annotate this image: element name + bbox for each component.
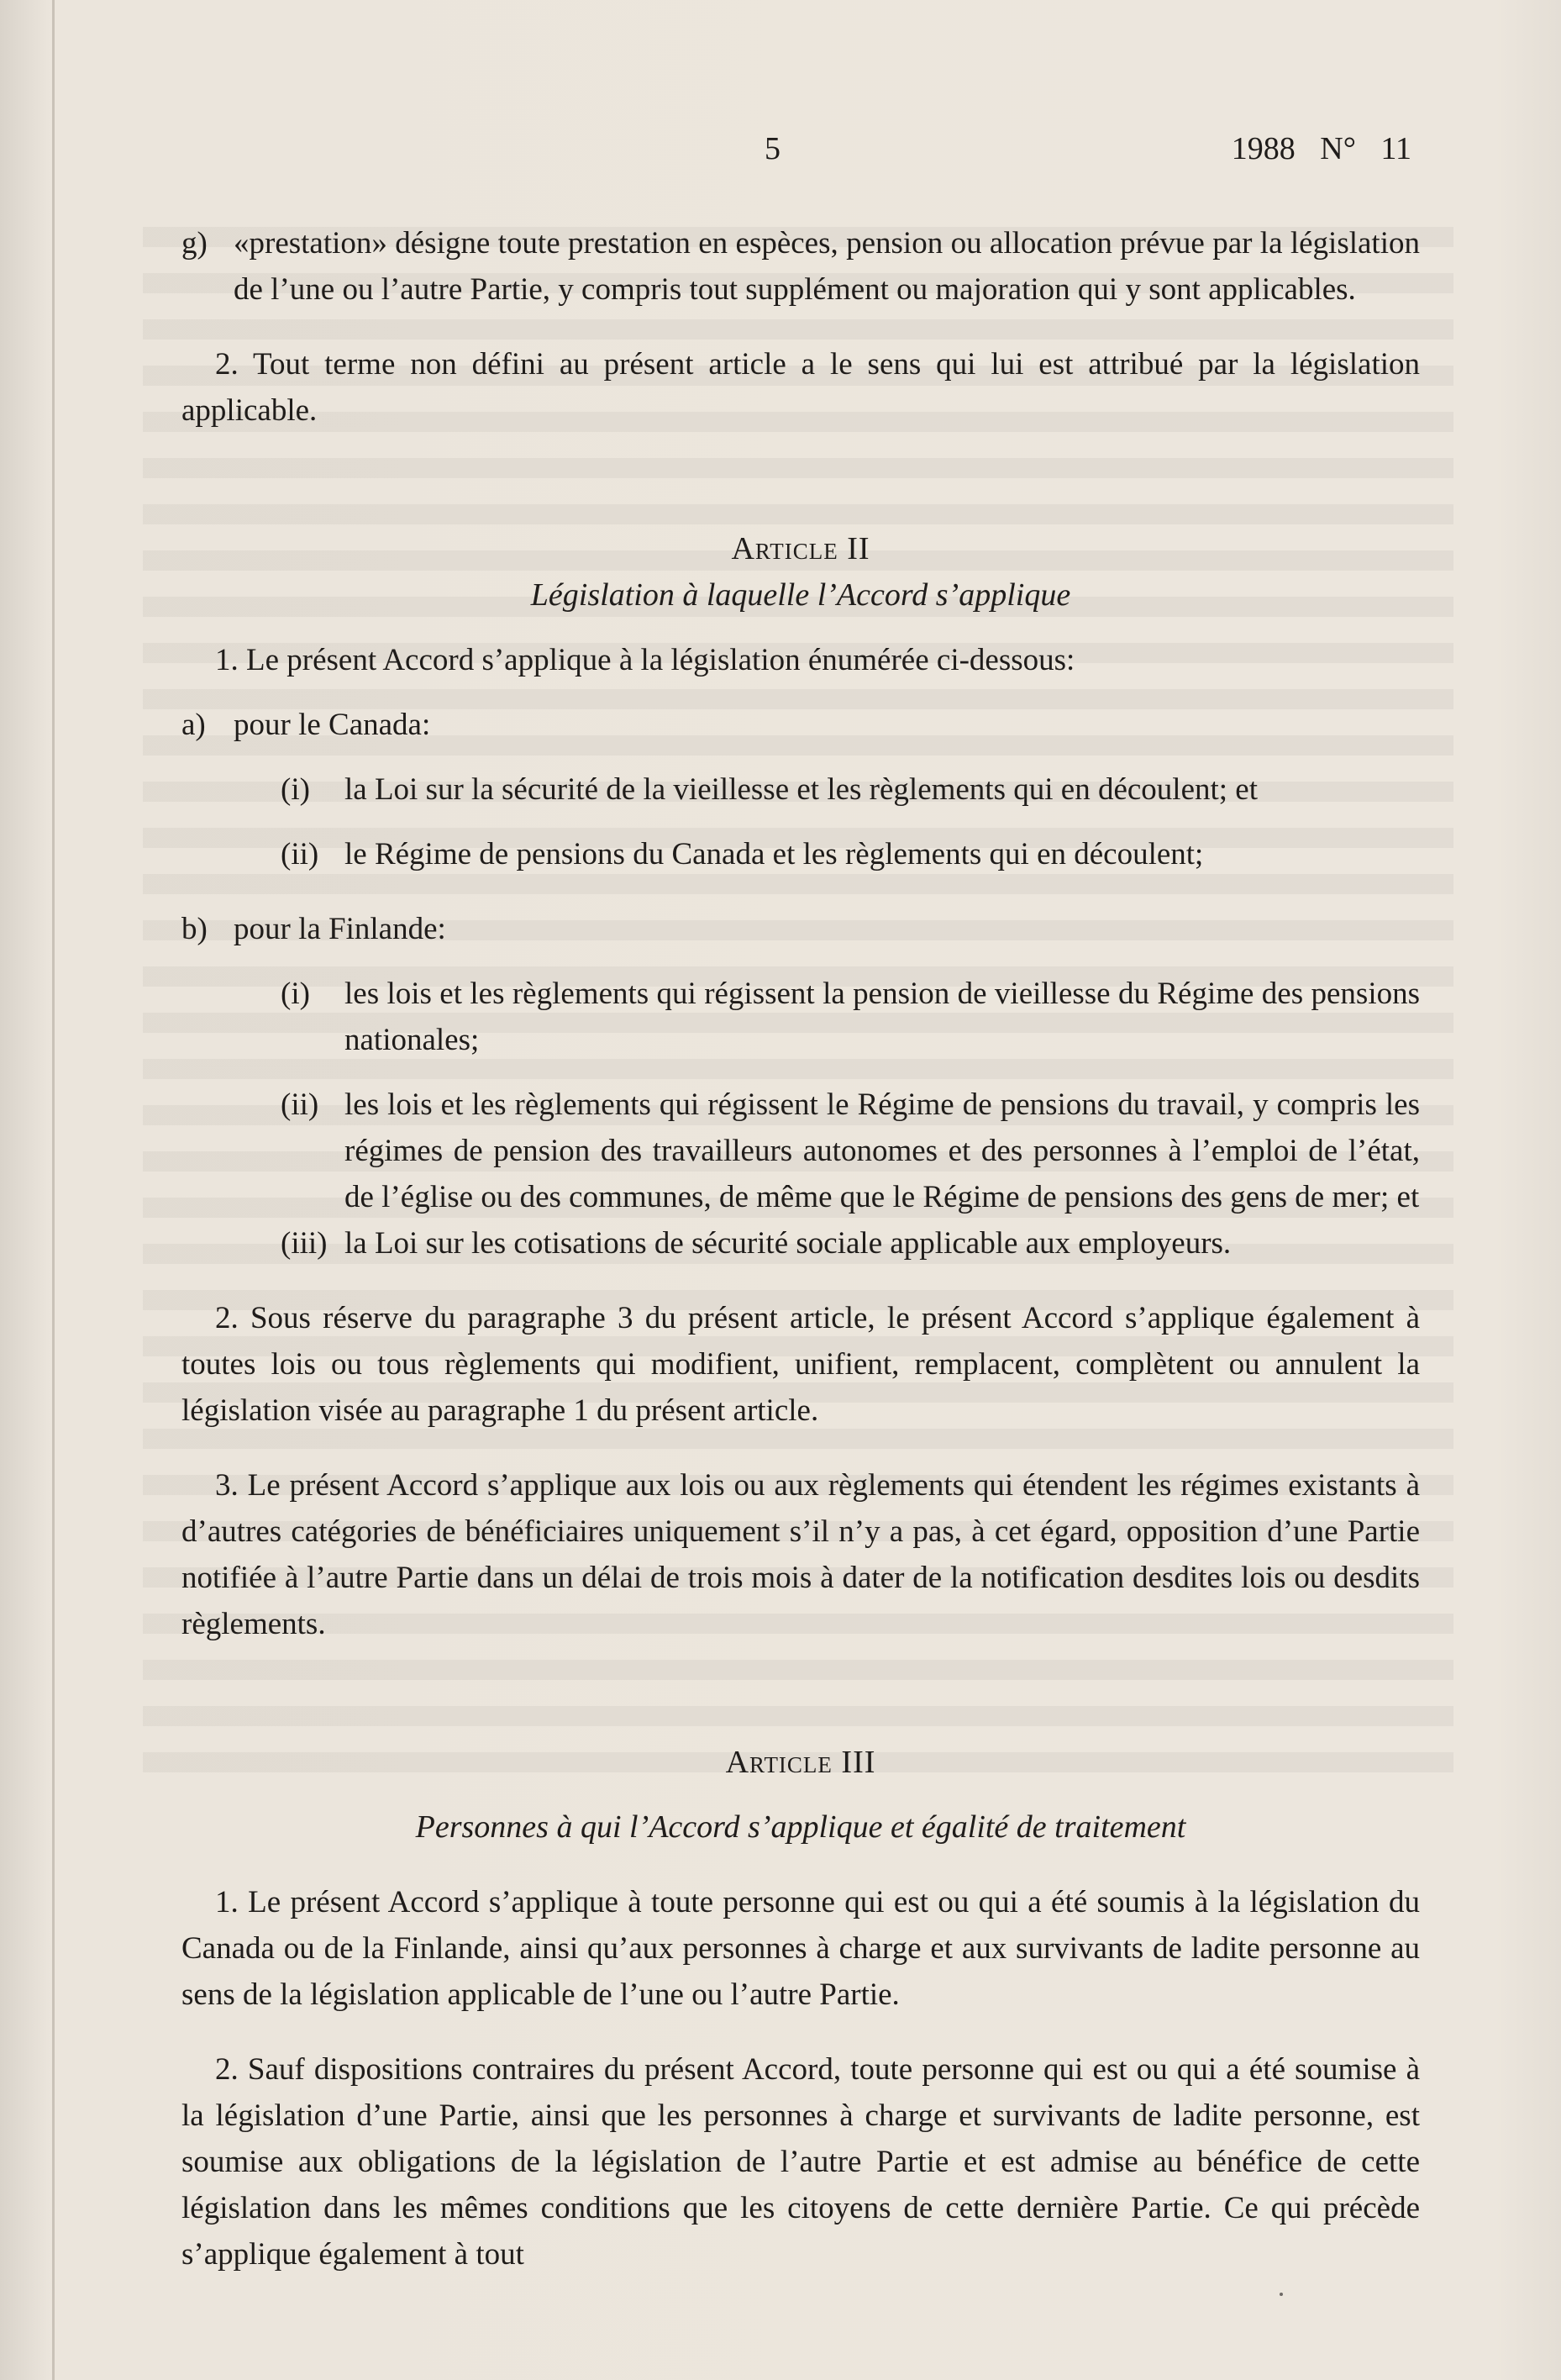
article-2-b-subitem-ii <box>181 1082 1420 1220</box>
article-2-paragraph-2: 2. Sous réserve du paragraphe 3 du présent article, le présent Accord s’applique également à toutes lois ou tous règlements qui modifient, unifient, remplacent, complètent ou annulent la législation visée au paragraphe 1 du présent article. <box>181 1301 1420 1428</box>
article-3-paragraph-1: 1. Le présent Accord s’applique à toute personne qui est ou qui a été soumis à la législation du Canada ou de la Finlande, ainsi qu’aux personnes à charge et aux survivants de ladite personne au sens de la législation applicable de l’une ou l’autre Partie. <box>181 1885 1420 2012</box>
subitem-label: (ii) <box>281 837 319 871</box>
article-2-item-a <box>181 702 1420 748</box>
subitem-label: (i) <box>281 977 310 1011</box>
article-2-a-subitem-ii <box>181 831 1420 877</box>
subitem-label: (ii) <box>281 1087 319 1122</box>
subitem-text: les lois et les règlements qui régissent la pension de vieillesse du Régime des pensions nationales; <box>344 977 1420 1057</box>
article-2-a-subitem-i <box>181 766 1420 813</box>
article-2-b-subitem-iii <box>181 1220 1420 1266</box>
definition-label: g) <box>181 226 208 261</box>
definitions-paragraph-2: 2. Tout terme non défini au présent article a le sens qui lui est attribué par la législation applicable. <box>181 347 1420 428</box>
article-3-title: Personnes à qui l’Accord s’applique et égalité de traitement <box>415 1809 1186 1845</box>
article-3-heading: Article III <box>725 1745 876 1780</box>
subitem-label: (iii) <box>281 1226 328 1261</box>
article-2-heading: Article II <box>731 531 870 566</box>
item-label: a) <box>181 708 206 742</box>
article-2-paragraph-1: 1. Le présent Accord s’applique à la législation énumérée ci-dessous: <box>215 643 1075 677</box>
definition-text: «prestation» désigne toute prestation en espèces, pension ou allocation prévue par la législation de l’une ou l’autre Partie, y compris tout supplément ou majoration qui y sont applicables. <box>234 226 1420 307</box>
subitem-label: (i) <box>281 772 310 807</box>
definition-g <box>181 220 1420 313</box>
article-2-paragraph-3: 3. Le présent Accord s’applique aux lois ou aux règlements qui étendent les régimes existants à d’autres catégories de bénéficiaires uniquement s’il n’y a pas, à cet égard, opposition d’une Partie notifiée à l’autre Partie dans un délai de trois mois à dater de la notification desdites lois ou desdits règlements. <box>181 1468 1420 1641</box>
page-header <box>0 130 1561 172</box>
document-body <box>181 220 1420 2277</box>
item-label: b) <box>181 912 208 946</box>
binding-edge <box>52 0 55 2380</box>
treaty-reference: 1988 N° 11 <box>1231 131 1411 166</box>
page-number: 5 <box>765 131 780 166</box>
paper-speck <box>1280 2293 1283 2296</box>
item-text: pour le Canada: <box>234 708 431 742</box>
article-3-paragraph-2: 2. Sauf dispositions contraires du présent Accord, toute personne qui est ou qui a été soumise à la législation d’une Partie, ainsi que les personnes à charge et survivants de ladite personne, est soumise aux obligations de la législation de l’autre Partie et est admise au bénéfice de cette législation dans les mêmes conditions que les citoyens de cette dernière Partie. Ce qui précède s’applique également à tout <box>181 2052 1420 2272</box>
article-2-item-b <box>181 906 1420 952</box>
article-2-b-subitem-i <box>181 971 1420 1063</box>
article-2-title: Législation à laquelle l’Accord s’applique <box>530 577 1071 613</box>
subitem-text: la Loi sur la sécurité de la vieillesse et les règlements qui en découlent; et <box>344 772 1259 807</box>
subitem-text: les lois et les règlements qui régissent le Régime de pensions du travail, y compris les régimes de pension des travailleurs autonomes et des personnes à l’emploi de l’état, de l’église ou des communes, de même que le Régime de pensions des gens de mer; et <box>344 1087 1420 1214</box>
item-text: pour la Finlande: <box>234 912 446 946</box>
subitem-text: la Loi sur les cotisations de sécurité sociale applicable aux employeurs. <box>344 1226 1232 1261</box>
subitem-text: le Régime de pensions du Canada et les règlements qui en découlent; <box>344 837 1204 871</box>
